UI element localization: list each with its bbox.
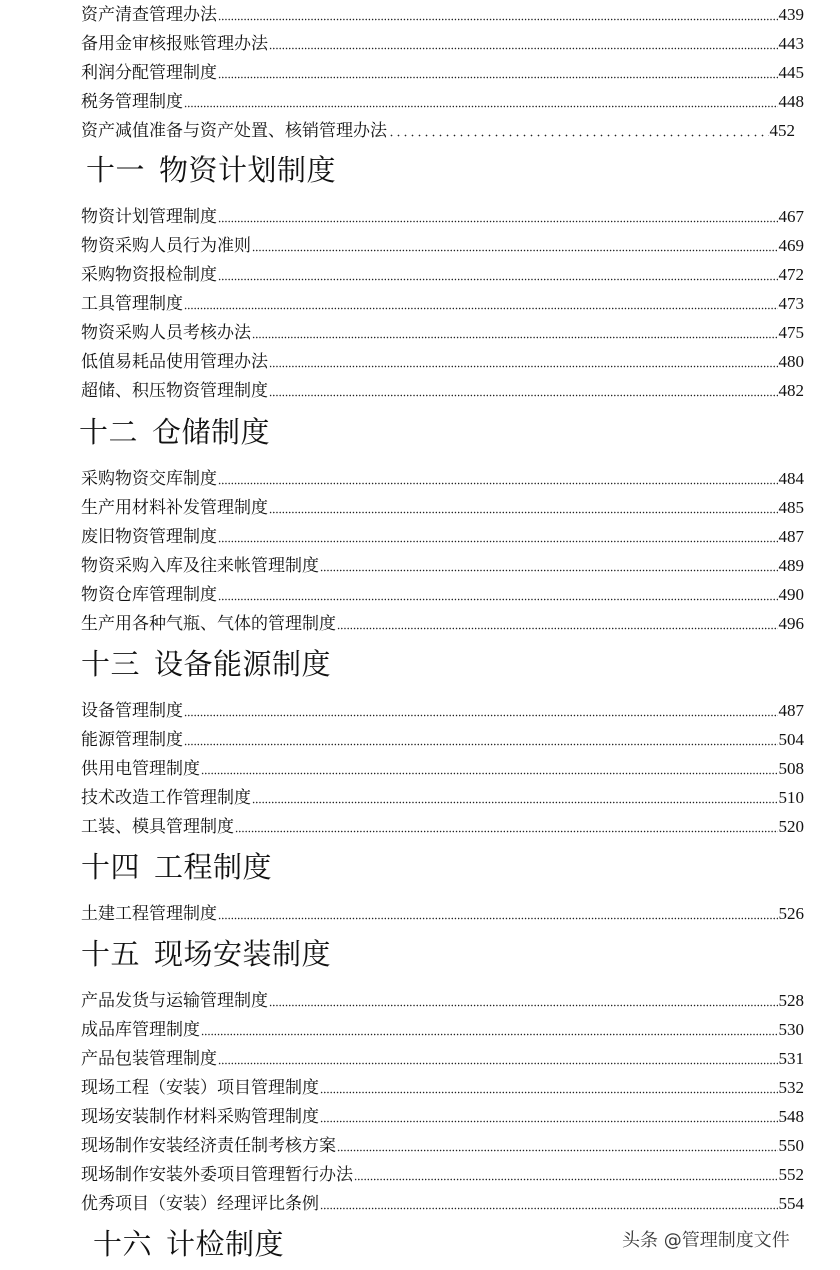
dot-leader xyxy=(184,307,778,310)
toc-entry-title: 物资采购人员行为准则 xyxy=(81,236,251,255)
dot-leader xyxy=(218,18,778,21)
toc-entry-title: 生产用材料补发管理制度 xyxy=(81,498,268,517)
section-heading xyxy=(86,154,336,188)
toc-entry-title: 工具管理制度 xyxy=(81,294,183,313)
toc-entry[interactable] xyxy=(81,60,804,84)
toc-entry[interactable] xyxy=(81,349,804,373)
dot-leader xyxy=(354,1178,778,1181)
toc-entry-title: 生产用各种气瓶、气体的管理制度 xyxy=(81,614,336,633)
section-number: 十五 xyxy=(81,939,141,971)
toc-entry[interactable] xyxy=(81,698,804,722)
toc-entry-page: 443 xyxy=(778,34,804,53)
toc-entry[interactable] xyxy=(81,1104,804,1128)
toc-entry-page: 448 xyxy=(778,92,804,111)
dot-leader xyxy=(218,482,778,485)
toc-entry-page: 439 xyxy=(778,5,804,24)
toc-entry-page: 528 xyxy=(778,991,804,1010)
toc-entry[interactable] xyxy=(81,756,804,780)
dot-leader xyxy=(252,336,778,339)
dot-leader xyxy=(218,76,778,79)
toc-entry[interactable] xyxy=(81,118,795,142)
dot-leader xyxy=(184,105,778,108)
dot-leader xyxy=(218,540,778,543)
dot-leader xyxy=(252,801,778,804)
toc-entry-page: 530 xyxy=(778,1020,804,1039)
toc-entry-page: 487 xyxy=(778,527,804,546)
toc-entry-page: 532 xyxy=(778,1078,804,1097)
toc-entry-page: 489 xyxy=(778,556,804,575)
toc-entry-title: 成品库管理制度 xyxy=(81,1020,200,1039)
dot-leader xyxy=(218,278,778,281)
watermark: 头条 @管理制度文件 xyxy=(622,1230,790,1251)
dot-leader xyxy=(269,511,778,514)
toc-entry-page: 490 xyxy=(778,585,804,604)
toc-entry[interactable] xyxy=(81,1191,804,1215)
toc-entry-page: 469 xyxy=(778,236,804,255)
toc-entry-page: 550 xyxy=(778,1136,804,1155)
section-number: 十三 xyxy=(81,649,141,681)
toc-entry[interactable] xyxy=(81,262,804,286)
section-heading xyxy=(81,938,331,972)
toc-entry-title: 技术改造工作管理制度 xyxy=(81,788,251,807)
toc-entry-title: 现场制作安装外委项目管理暂行办法 xyxy=(81,1165,353,1184)
toc-entry-page: 473 xyxy=(778,294,804,313)
toc-entry[interactable] xyxy=(81,466,804,490)
toc-entry-title: 资产清查管理办法 xyxy=(81,5,217,24)
section-title: 计检制度 xyxy=(166,1229,285,1261)
toc-entry-title: 工装、模具管理制度 xyxy=(81,817,234,836)
toc-entry[interactable] xyxy=(81,1075,804,1099)
toc-entry-page: 472 xyxy=(778,265,804,284)
toc-entry[interactable] xyxy=(81,785,804,809)
section-heading xyxy=(79,416,270,450)
section-title: 物资计划制度 xyxy=(159,155,337,187)
toc-entry-title: 优秀项目（安装）经理评比条例 xyxy=(81,1194,319,1213)
toc-entry-title: 超储、积压物资管理制度 xyxy=(81,381,268,400)
dot-leader xyxy=(320,1120,778,1123)
toc-entry-title: 设备管理制度 xyxy=(81,701,183,720)
toc-entry-page: 445 xyxy=(778,63,804,82)
toc-entry-title: 产品包装管理制度 xyxy=(81,1049,217,1068)
toc-entry-title: 税务管理制度 xyxy=(81,92,183,111)
section-title: 现场安装制度 xyxy=(154,939,332,971)
toc-entry[interactable] xyxy=(81,611,804,635)
dot-leader xyxy=(320,1207,778,1210)
toc-entry-page: 484 xyxy=(778,469,804,488)
toc-entry[interactable] xyxy=(81,1046,804,1070)
dot-leader xyxy=(269,365,778,368)
toc-entry[interactable] xyxy=(81,378,804,402)
toc-entry-page: 508 xyxy=(778,759,804,778)
toc-entry[interactable] xyxy=(81,89,804,113)
toc-entry-page: 548 xyxy=(778,1107,804,1126)
toc-entry[interactable] xyxy=(81,1162,804,1186)
dot-leader xyxy=(388,134,769,137)
dot-leader xyxy=(235,830,778,833)
dot-leader xyxy=(252,249,778,252)
section-heading xyxy=(81,851,272,885)
toc-entry-title: 物资采购入库及往来帐管理制度 xyxy=(81,556,319,575)
toc-entry[interactable] xyxy=(81,582,804,606)
section-number: 十一 xyxy=(86,155,146,187)
toc-entry[interactable] xyxy=(81,2,804,26)
toc-entry-page: 552 xyxy=(778,1165,804,1184)
dot-leader xyxy=(337,627,778,630)
toc-entry-title: 备用金审核报账管理办法 xyxy=(81,34,268,53)
section-title: 工程制度 xyxy=(154,852,273,884)
toc-entry-title: 能源管理制度 xyxy=(81,730,183,749)
toc-entry-page: 496 xyxy=(778,614,804,633)
dot-leader xyxy=(320,1091,778,1094)
toc-entry-page: 510 xyxy=(778,788,804,807)
toc-entry[interactable] xyxy=(81,553,804,577)
toc-entry-page: 475 xyxy=(778,323,804,342)
dot-leader xyxy=(218,598,778,601)
toc-entry-title: 物资采购人员考核办法 xyxy=(81,323,251,342)
toc-entry-title: 资产减值准备与资产处置、核销管理办法 xyxy=(81,121,387,140)
toc-entry-title: 物资计划管理制度 xyxy=(81,207,217,226)
dot-leader xyxy=(320,569,778,572)
toc-entry[interactable] xyxy=(81,204,804,228)
dot-leader xyxy=(269,1004,778,1007)
toc-entry-page: 467 xyxy=(778,207,804,226)
section-number: 十四 xyxy=(81,852,141,884)
toc-entry[interactable] xyxy=(81,233,804,257)
toc-entry[interactable] xyxy=(81,988,804,1012)
toc-entry-page: 485 xyxy=(778,498,804,517)
dot-leader xyxy=(201,772,778,775)
toc-entry[interactable] xyxy=(81,901,804,925)
toc-entry-title: 现场制作安装经济责任制考核方案 xyxy=(81,1136,336,1155)
toc-entry-title: 现场安装制作材料采购管理制度 xyxy=(81,1107,319,1126)
toc-entry[interactable] xyxy=(81,727,804,751)
toc-entry[interactable] xyxy=(81,31,804,55)
toc-entry[interactable] xyxy=(81,524,804,548)
section-title: 设备能源制度 xyxy=(154,649,332,681)
toc-entry-title: 采购物资报检制度 xyxy=(81,265,217,284)
toc-entry-page: 531 xyxy=(778,1049,804,1068)
dot-leader xyxy=(218,1062,778,1065)
dot-leader xyxy=(337,1149,778,1152)
dot-leader xyxy=(218,917,778,920)
toc-entry-title: 废旧物资管理制度 xyxy=(81,527,217,546)
toc-entry-page: 520 xyxy=(778,817,804,836)
section-title: 仓储制度 xyxy=(152,417,271,449)
toc-entry-title: 利润分配管理制度 xyxy=(81,63,217,82)
toc-entry-page: 554 xyxy=(778,1194,804,1213)
toc-entry[interactable] xyxy=(81,495,804,519)
dot-leader xyxy=(184,714,778,717)
dot-leader xyxy=(269,47,778,50)
toc-entry-page: 482 xyxy=(778,381,804,400)
dot-leader xyxy=(269,394,778,397)
toc-entry-title: 土建工程管理制度 xyxy=(81,904,217,923)
toc-entry-title: 产品发货与运输管理制度 xyxy=(81,991,268,1010)
toc-entry-title: 采购物资交库制度 xyxy=(81,469,217,488)
section-heading xyxy=(81,648,331,682)
toc-entry-title: 现场工程（安装）项目管理制度 xyxy=(81,1078,319,1097)
toc-entry[interactable] xyxy=(81,1133,804,1157)
toc-entry-page: 487 xyxy=(778,701,804,720)
toc-entry-page: 504 xyxy=(778,730,804,749)
toc-entry-page: 452 xyxy=(769,121,795,140)
dot-leader xyxy=(201,1033,778,1036)
toc-entry[interactable] xyxy=(81,291,804,315)
dot-leader xyxy=(218,220,778,223)
toc-entry[interactable] xyxy=(81,1017,804,1041)
section-number: 十六 xyxy=(93,1229,153,1261)
toc-entry-page: 526 xyxy=(778,904,804,923)
toc-entry[interactable] xyxy=(81,814,804,838)
toc-entry[interactable] xyxy=(81,320,804,344)
toc-entry-page: 480 xyxy=(778,352,804,371)
toc-entry-title: 低值易耗品使用管理办法 xyxy=(81,352,268,371)
toc-entry-title: 供用电管理制度 xyxy=(81,759,200,778)
section-number: 十二 xyxy=(79,417,139,449)
section-heading xyxy=(93,1228,284,1262)
dot-leader xyxy=(184,743,778,746)
toc-entry-title: 物资仓库管理制度 xyxy=(81,585,217,604)
